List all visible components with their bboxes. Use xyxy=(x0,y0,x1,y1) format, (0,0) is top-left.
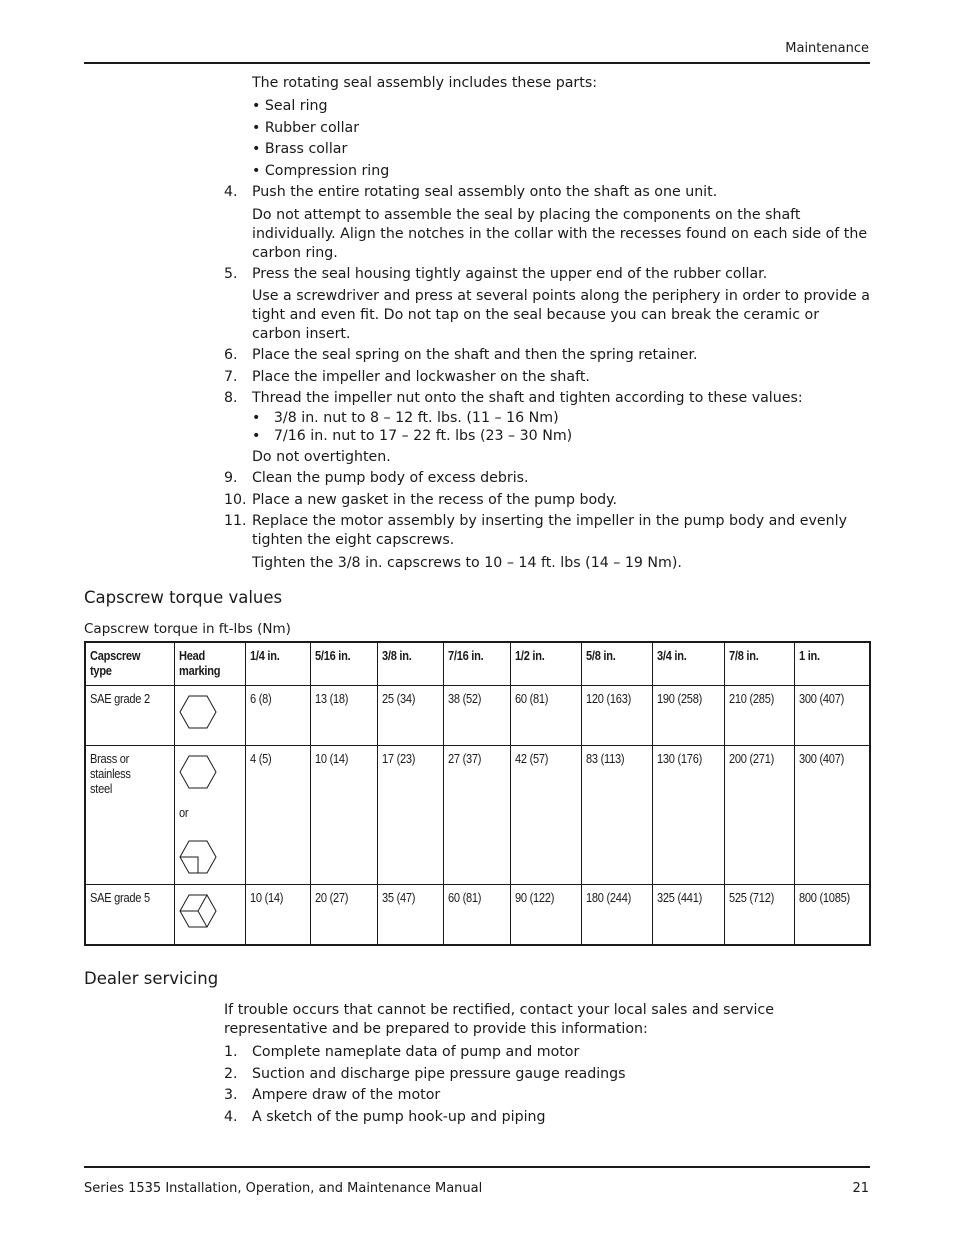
table-cell: 35 (47) xyxy=(377,885,444,945)
step-number: 5. xyxy=(224,266,238,282)
step-note: Do not overtighten. xyxy=(252,449,391,465)
list-item: A sketch of the pump hook-up and piping xyxy=(252,1109,546,1125)
section-heading: Dealer servicing xyxy=(84,969,219,988)
table-cell: 190 (258) xyxy=(653,686,725,746)
column-header: 3/8 in. xyxy=(377,642,444,686)
list-item: Ampere draw of the motor xyxy=(252,1087,441,1103)
column-header: 5/16 in. xyxy=(310,642,377,686)
table-cell: 38 (52) xyxy=(444,686,511,746)
list-number: 3. xyxy=(224,1087,238,1103)
list-item: Complete nameplate data of pump and motor xyxy=(252,1044,580,1060)
table-cell: 10 (14) xyxy=(310,746,377,885)
table-cell: 27 (37) xyxy=(444,746,511,885)
column-header: 7/8 in. xyxy=(725,642,795,686)
step-note: Do not attempt to assemble the seal by placing the components on the shaft individually. Align the notches in the collar with the recesses found on each side of the carbon ring. xyxy=(252,207,868,261)
dealer-intro: If trouble occurs that cannot be rectified, contact your local sales and service representative and be prepared to provide this information: xyxy=(224,1002,774,1037)
table-cell: 130 (176) xyxy=(653,746,725,885)
step-note: Use a screwdriver and press at several points along the periphery in order to provide a tight and even fit. Do not tap on the seal because you can break the ceramic or carbon insert. xyxy=(252,288,870,342)
step-number: 7. xyxy=(224,369,238,385)
table-caption: Capscrew torque in ft-lbs (Nm) xyxy=(84,621,291,637)
column-header: Capscrew type xyxy=(85,642,175,686)
table-cell: 525 (712) xyxy=(725,885,795,945)
list-item: • Rubber collar xyxy=(252,120,360,136)
capscrew-type: SAE grade 5 xyxy=(85,885,175,945)
intro-text: The rotating seal assembly includes these parts: xyxy=(252,75,597,91)
column-header: 5/8 in. xyxy=(582,642,653,686)
or-label: or xyxy=(179,805,189,820)
table-cell: 42 (57) xyxy=(511,746,582,885)
footer-title: Series 1535 Installation, Operation, and Maintenance Manual xyxy=(84,1181,483,1196)
step-note: Tighten the 3/8 in. capscrews to 10 – 14 ft. lbs (14 – 19 Nm). xyxy=(252,555,682,571)
step-number: 11. xyxy=(224,513,247,529)
list-item: • Compression ring xyxy=(252,163,390,179)
table-cell: 4 (5) xyxy=(245,746,310,885)
head-marking xyxy=(175,885,246,945)
table-cell: 300 (407) xyxy=(795,686,870,746)
table-cell: 83 (113) xyxy=(582,746,653,885)
table-cell: 90 (122) xyxy=(511,885,582,945)
table-cell: 60 (81) xyxy=(444,885,511,945)
step-text: Press the seal housing tightly against the upper end of the rubber collar. xyxy=(252,266,768,282)
table-cell: 210 (285) xyxy=(725,686,795,746)
table-cell: 120 (163) xyxy=(582,686,653,746)
table-cell: 10 (14) xyxy=(245,885,310,945)
step-text: Place the seal spring on the shaft and then the spring retainer. xyxy=(252,347,698,363)
column-header: Head marking xyxy=(175,642,246,686)
list-number: 1. xyxy=(224,1044,238,1060)
column-header: 1 in. xyxy=(795,642,870,686)
section-heading: Capscrew torque values xyxy=(84,588,283,607)
hexagon-plain-icon xyxy=(179,695,217,729)
table-cell: 200 (271) xyxy=(725,746,795,885)
step-number: 6. xyxy=(224,347,238,363)
table-cell: 25 (34) xyxy=(377,686,444,746)
torque-table xyxy=(84,641,871,946)
hexagon-notched-icon xyxy=(179,840,217,874)
table-cell: 20 (27) xyxy=(310,885,377,945)
capscrew-type: SAE grade 2 xyxy=(85,686,175,746)
hexagon-three-lines-icon xyxy=(179,894,217,928)
column-header: 1/4 in. xyxy=(245,642,310,686)
step-text: Place a new gasket in the recess of the pump body. xyxy=(252,492,618,508)
step-text: Place the impeller and lockwasher on the shaft. xyxy=(252,369,590,385)
table-cell: 325 (441) xyxy=(653,885,725,945)
list-item: Suction and discharge pipe pressure gauge readings xyxy=(252,1066,626,1082)
running-header: Maintenance xyxy=(785,41,869,56)
table-cell: 60 (81) xyxy=(511,686,582,746)
table-cell: 300 (407) xyxy=(795,746,870,885)
table-cell: 800 (1085) xyxy=(795,885,870,945)
list-item: • 7/16 in. nut to 17 – 22 ft. lbs (23 – 30 Nm) xyxy=(252,428,573,444)
step-number: 9. xyxy=(224,470,238,486)
footer-rule xyxy=(84,1166,870,1168)
step-text: Clean the pump body of excess debris. xyxy=(252,470,529,486)
page-number: 21 xyxy=(852,1181,869,1196)
step-number: 4. xyxy=(224,184,238,200)
hexagon-plain-icon xyxy=(179,755,217,789)
list-item: • 3/8 in. nut to 8 – 12 ft. lbs. (11 – 16 Nm) xyxy=(252,410,559,426)
table-header-row xyxy=(85,642,870,686)
step-text: Push the entire rotating seal assembly onto the shaft as one unit. xyxy=(252,184,718,200)
step-text: Thread the impeller nut onto the shaft and tighten according to these values: xyxy=(252,390,803,406)
list-item: • Seal ring xyxy=(252,98,328,114)
table-cell: 6 (8) xyxy=(245,686,310,746)
list-number: 4. xyxy=(224,1109,238,1125)
list-number: 2. xyxy=(224,1066,238,1082)
capscrew-type: Brass or stainless steel xyxy=(85,746,175,885)
table-cell: 13 (18) xyxy=(310,686,377,746)
head-marking xyxy=(175,686,246,746)
list-item: • Brass collar xyxy=(252,141,348,157)
column-header: 3/4 in. xyxy=(653,642,725,686)
table-row xyxy=(85,686,870,746)
step-number: 10. xyxy=(224,492,247,508)
step-text: Replace the motor assembly by inserting the impeller in the pump body and evenly tighten the eight capscrews. xyxy=(252,513,847,548)
header-rule xyxy=(84,62,870,64)
column-header: 7/16 in. xyxy=(444,642,511,686)
step-number: 8. xyxy=(224,390,238,406)
table-cell: 180 (244) xyxy=(582,885,653,945)
table-cell: 17 (23) xyxy=(377,746,444,885)
table-row xyxy=(85,885,870,945)
column-header: 1/2 in. xyxy=(511,642,582,686)
head-marking xyxy=(175,746,246,885)
table-row xyxy=(85,746,870,885)
